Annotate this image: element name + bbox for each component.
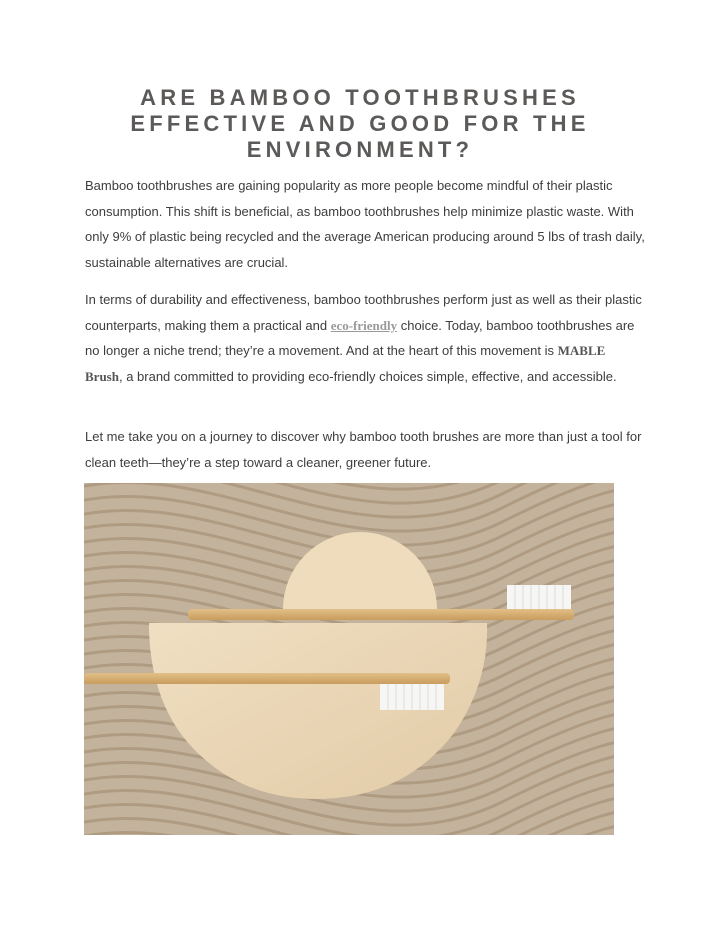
brand-name: MABLE Brush — [85, 343, 606, 384]
paragraph-text: , a brand committed to providing eco-friendly choices simple, effective, and accessible. — [118, 368, 617, 384]
title-line-1: ARE BAMBOO TOOTHBRUSHES — [140, 85, 580, 110]
title-line-3: ENVIRONMENT? — [246, 137, 474, 162]
paragraph-intro: Bamboo toothbrushes are gaining popularity as more people become mindful of their plastic consumption. This shift is beneficial, as bamboo toothbrushes help minimize plastic waste. With only 9% of plastic being recycled and the average American producing around 5 lbs of trash daily, sustainable alternatives are crucial. — [85, 178, 645, 270]
toothbrush-handle-bottom — [84, 673, 450, 684]
paragraph-text: In terms of durability and effectiveness, bamboo toothbrushes perform just as well as their plastic counterparts, making them a practical and — [85, 292, 642, 333]
bamboo-toothbrush-photo — [84, 483, 614, 835]
toothbrush-handle-top — [188, 609, 574, 620]
paragraph-text: choice. Today, bamboo toothbrushes are no longer a niche trend; they’re a movement. And at the heart of this movement is — [85, 317, 635, 358]
eco-friendly-link[interactable]: eco-friendly — [330, 317, 398, 333]
title-line-2: EFFECTIVE AND GOOD FOR THE — [130, 111, 590, 136]
photo-illustration — [84, 483, 614, 835]
paragraph-journey: Let me take you on a journey to discover why bamboo tooth brushes are more than just a tool for clean teeth—they’re a step toward a cleaner, greener future. — [85, 429, 642, 470]
page-title — [0, 85, 720, 163]
paragraph-durability — [85, 287, 645, 389]
